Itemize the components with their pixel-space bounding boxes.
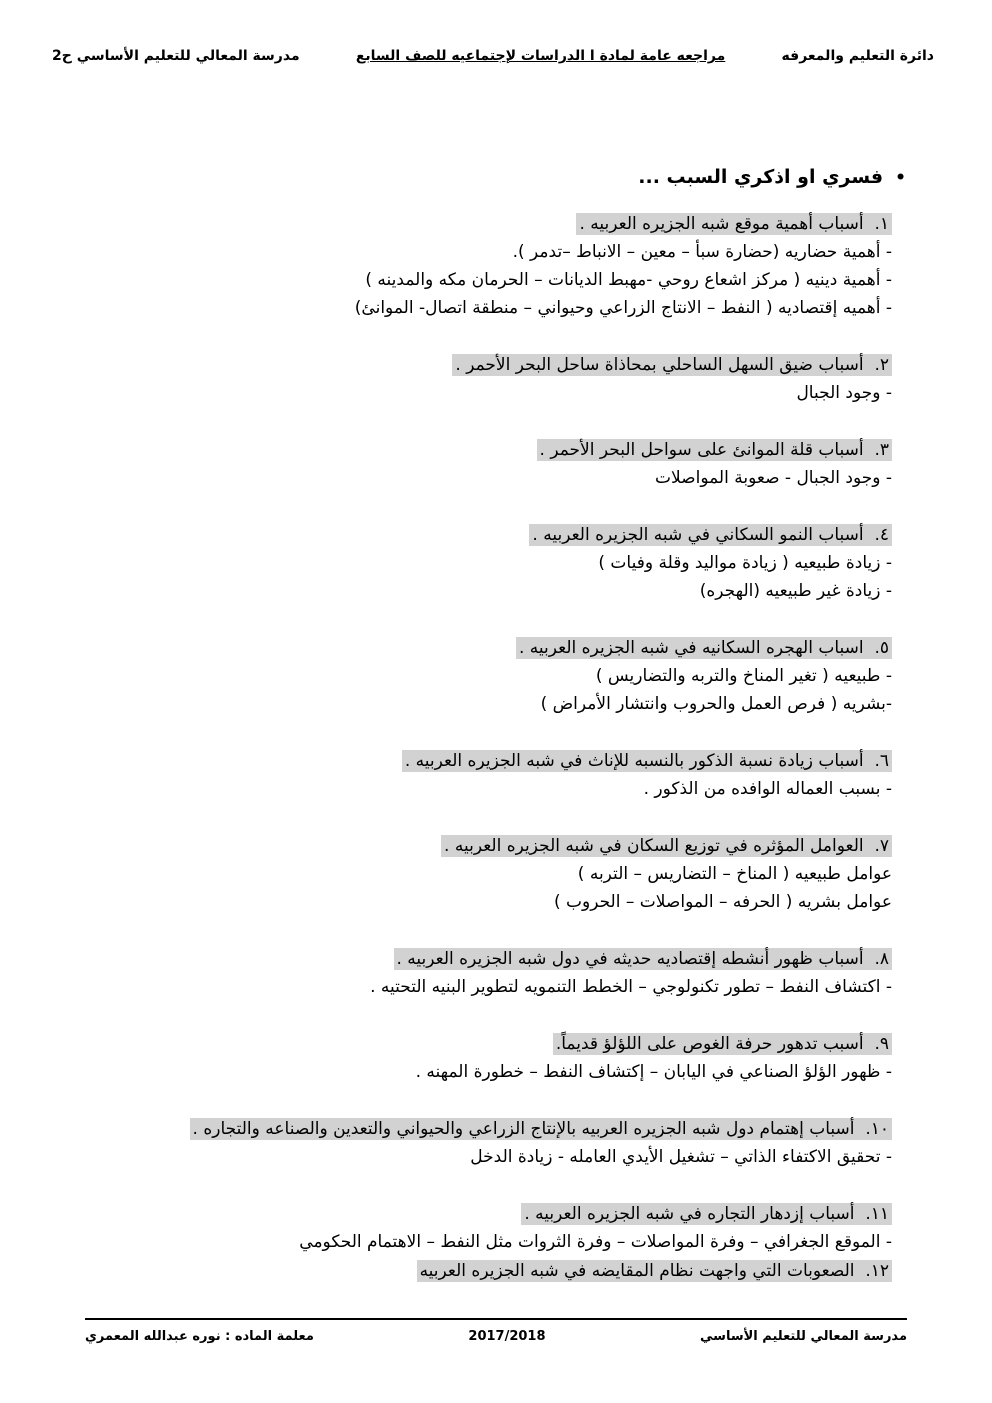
- qa-item: [105, 521, 892, 605]
- question-number: ١١.: [865, 1204, 889, 1224]
- question-number: ٩.: [874, 1034, 889, 1054]
- answer-line: - أهميه إقتصاديه ( النفط – الانتاج الزراعي وحيواني – منطقة اتصال- الموانئ): [354, 298, 892, 318]
- question-highlight: [452, 354, 892, 376]
- qa-item: [105, 436, 892, 492]
- question-number: ٤.: [874, 525, 889, 545]
- answer-list: [105, 464, 892, 492]
- qa-item: [105, 945, 892, 1001]
- question-highlight: [190, 1118, 892, 1140]
- question-line: [105, 1200, 892, 1228]
- question-highlight: [521, 1203, 892, 1225]
- question-text: أسباب زيادة نسبة الذكور بالنسبه للإناث في شبه الجزيره العربيه .: [404, 751, 864, 771]
- footer-school: مدرسة المعالي للتعليم الأساسي: [700, 1329, 907, 1344]
- answer-line: - زيادة طبيعيه ( زيادة مواليد وقلة وفيات ): [598, 553, 892, 573]
- bullet-icon: •: [895, 167, 906, 188]
- question-line: [105, 436, 892, 464]
- answer-list: [105, 238, 892, 322]
- question-text: أسباب ظهور أنشطه إقتصاديه حديثه في دول شبه الجزيره العربيه .: [396, 949, 864, 969]
- question-line: [105, 1030, 892, 1058]
- question-number: ٦.: [874, 751, 889, 771]
- question-highlight: [516, 637, 892, 659]
- question-line: [105, 747, 892, 775]
- answer-list: [105, 1228, 892, 1256]
- answer-list: [105, 973, 892, 1001]
- question-highlight: [394, 948, 893, 970]
- answer-line: - زيادة غير طبيعيه (الهجره): [699, 581, 892, 601]
- footer-year: 2017/2018: [468, 1329, 546, 1344]
- question-line: [105, 521, 892, 549]
- question-text: أسباب ضيق السهل الساحلي بمحاذاة ساحل البحر الأحمر .: [455, 355, 864, 375]
- header-document-title: مراجعه عامة لمادة ا الدراسات لإجتماعيه للصف السابع: [355, 48, 726, 64]
- qa-item: [105, 832, 892, 916]
- question-number: ١٠.: [865, 1119, 889, 1139]
- answer-line: - طبيعيه ( تغير المناخ والتربه والتضاريس ): [595, 666, 892, 686]
- question-number: ٥.: [874, 638, 889, 658]
- question-text: أسباب قلة الموانئ على سواحل البحر الأحمر .: [539, 440, 864, 460]
- question-text: الصعوبات التي واجهت نظام المقايضه في شبه الجزيره العربيه: [419, 1261, 855, 1281]
- answer-list: [105, 662, 892, 718]
- question-highlight: [537, 439, 892, 461]
- answer-line: عوامل بشريه ( الحرفه – المواصلات – الحروب ): [553, 892, 892, 912]
- question-number: ١٢.: [865, 1261, 889, 1281]
- answer-line: - أهمية حضاريه (حضارة سبأ – معين – الانباط –تدمر ).: [512, 242, 892, 262]
- page-footer: [85, 1318, 907, 1344]
- answer-list: [105, 379, 892, 407]
- question-text: أسباب إهتمام دول شبه الجزيره العربيه بالإنتاج الزراعي والحيواني والتعدين والصناعه والتجاره .: [192, 1119, 855, 1139]
- answer-line: عوامل طبيعيه ( المناخ – التضاريس – التربه ): [577, 864, 892, 884]
- section-heading: [638, 166, 906, 188]
- qa-item: [105, 1257, 892, 1285]
- question-highlight: [576, 213, 892, 235]
- question-highlight: [402, 750, 892, 772]
- qa-item: [105, 1115, 892, 1171]
- answer-list: [105, 549, 892, 605]
- question-line: [105, 351, 892, 379]
- answer-line: - تحقيق الاكتفاء الذاتي – تشغيل الأيدي العامله - زيادة الدخل: [470, 1147, 892, 1167]
- question-number: ٨.: [874, 949, 889, 969]
- answer-line: - الموقع الجغرافي – وفرة المواصلات – وفرة الثروات مثل النفط – الاهتمام الحكومي: [299, 1232, 892, 1252]
- answer-line: - وجود الجبال: [796, 383, 892, 403]
- question-number: ١.: [874, 214, 889, 234]
- question-line: [105, 832, 892, 860]
- answer-line: - بسبب العماله الوافده من الذكور .: [643, 779, 892, 799]
- answer-line: - ظهور الؤلؤ الصناعي في اليابان – إكتشاف النفط – خطورة المهنه .: [415, 1062, 892, 1082]
- answer-line: - وجود الجبال - صعوبة المواصلات: [655, 468, 892, 488]
- question-line: [105, 1257, 892, 1285]
- answer-line: - أهمية دينيه ( مركز اشعاع روحي -مهبط الديانات – الحرمان مكه والمدينه ): [365, 270, 892, 290]
- answer-list: [105, 1143, 892, 1171]
- answer-list: [105, 775, 892, 803]
- answer-list: [105, 1058, 892, 1086]
- header-department: دائرة التعليم والمعرفه: [781, 48, 934, 64]
- qa-item: [105, 1200, 892, 1256]
- question-number: ٧.: [874, 836, 889, 856]
- answer-list: [105, 860, 892, 916]
- answer-line: -بشريه ( فرص العمل والحروب وانتشار الأمراض ): [540, 694, 892, 714]
- qa-item: [105, 634, 892, 718]
- qa-item: [105, 351, 892, 407]
- footer-teacher: معلمة الماده : نوره عبدالله المعمري: [85, 1329, 314, 1344]
- question-text: أسبب تدهور حرفة الغوص على اللؤلؤ قديماً.: [555, 1034, 864, 1054]
- qa-item: [105, 210, 892, 322]
- question-text: أسباب أهمية موقع شبه الجزيره العربيه .: [579, 214, 864, 234]
- question-line: [105, 1115, 892, 1143]
- question-highlight: [441, 835, 892, 857]
- question-text: أسباب إزدهار التجاره في شبه الجزيره العربيه .: [524, 1204, 855, 1224]
- question-highlight: [417, 1260, 892, 1282]
- question-highlight: [529, 524, 892, 546]
- qa-item: [105, 1030, 892, 1086]
- question-text: أسباب النمو السكاني في شبه الجزيره العربيه .: [532, 525, 864, 545]
- question-line: [105, 634, 892, 662]
- page-header: [52, 48, 934, 64]
- question-text: اسباب الهجره السكانيه في شبه الجزيره العربيه .: [519, 638, 864, 658]
- qa-item: [105, 747, 892, 803]
- question-line: [105, 945, 892, 973]
- section-heading-text: فسري او اذكري السبب ...: [638, 166, 884, 188]
- question-highlight: [553, 1033, 892, 1055]
- question-line: [105, 210, 892, 238]
- question-number: ٢.: [874, 355, 889, 375]
- question-text: العوامل المؤثره في توزيع السكان في شبه الجزيره العربيه .: [444, 836, 864, 856]
- answer-line: - اكتشاف النفط – تطور تكنولوجي – الخطط التنمويه لتطوير البنيه التحتيه .: [370, 977, 892, 997]
- question-list: [105, 210, 892, 1285]
- question-number: ٣.: [874, 440, 889, 460]
- header-school: مدرسة المعالي للتعليم الأساسي ح2: [52, 48, 300, 64]
